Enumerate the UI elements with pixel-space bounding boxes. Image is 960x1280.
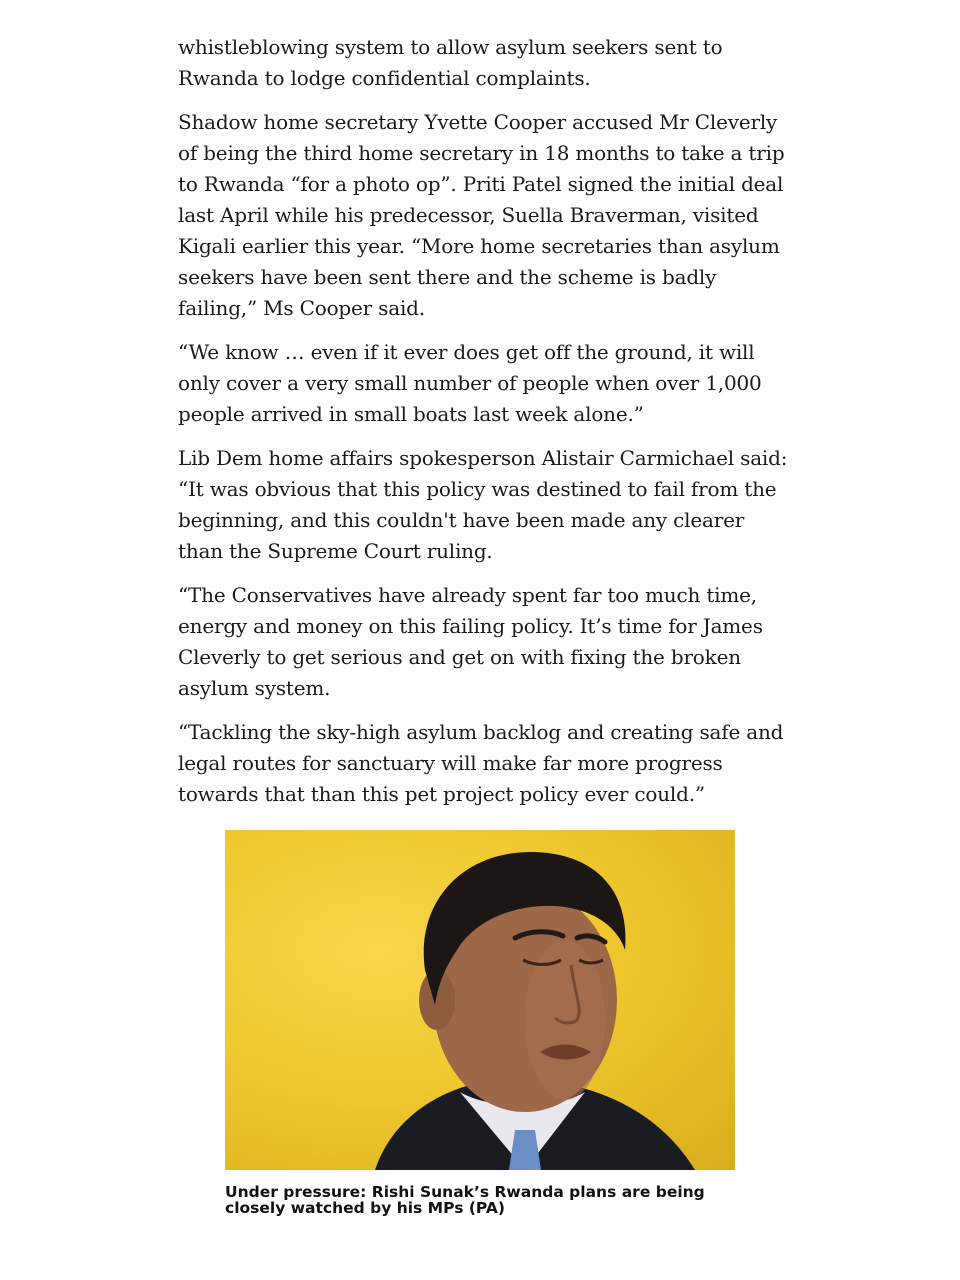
article-paragraph: Shadow home secretary Yvette Cooper accused Mr Cleverly of being the third home secretary in 18 months to take a trip to Rwanda “for a photo op”. Priti Patel signed the initial deal last April while his predecessor, Suella Braverman, visited Kigali earlier this year. “More home secretaries than asylum seekers have been sent there and the scheme is badly failing,” Ms Cooper said. — [178, 110, 785, 320]
article-paragraph: “We know … even if it ever does get off the ground, it will only cover a very small number of people when over 1,000 people arrived in small boats last week alone.” — [178, 340, 762, 426]
article-paragraph: whistleblowing system to allow asylum seekers sent to Rwanda to lodge confidential complaints. — [178, 35, 723, 90]
article-photo[interactable] — [225, 830, 735, 1170]
article-paragraph: Lib Dem home affairs spokesperson Alistair Carmichael said: “It was obvious that this policy was destined to fail from the beginning, and this couldn't have been made any clearer than the Supreme Court ruling. — [178, 446, 788, 563]
article-paragraph: “The Conservatives have already spent far too much time, energy and money on this failing policy. It’s time for James Cleverly to get serious and get on with fixing the broken asylum system. — [178, 583, 763, 700]
photo-caption: Under pressure: Rishi Sunak’s Rwanda plans are being closely watched by his MPs (PA) — [225, 1183, 705, 1217]
article-paragraph: “Tackling the sky-high asylum backlog and creating safe and legal routes for sanctuary will make far more progress towards that than this pet project policy ever could.” — [178, 720, 784, 806]
article-figure — [225, 830, 735, 1216]
article-body — [178, 32, 788, 823]
portrait-illustration — [225, 830, 735, 1170]
